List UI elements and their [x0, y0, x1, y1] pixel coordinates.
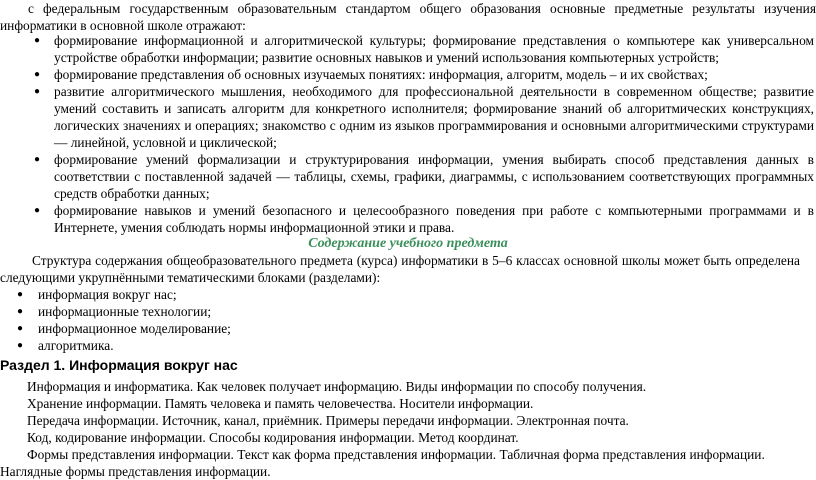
- section-content: [0, 378, 816, 480]
- bullet-icon: ●: [17, 306, 24, 317]
- section-line: Формы представления информации. Текст как форма представления информации. Табличная форма представления информации. Наглядные формы представления информации.: [0, 447, 765, 479]
- list-item: ● формирование умений формализации и структурирования информации, умения выбирать способ представления данных в соответствии с поставленной задачей — таблицы, схемы, графики, диаграммы, с использованием соответствующих программных средств обработки данных;: [34, 152, 814, 201]
- bullet-icon: ●: [34, 86, 41, 97]
- blocks-list: [0, 286, 816, 354]
- bullet-icon: ●: [17, 323, 24, 334]
- list-item: ● формирование представления об основных изучаемых понятиях: информация, алгоритм, модель – и их свойствах;: [34, 67, 708, 82]
- list-item: ● формирование навыков и умений безопасного и целесообразного поведения при работе с компьютерными программами и в Интернете, умения соблюдать нормы информационной этики и права.: [34, 203, 814, 235]
- list-item: ● информация вокруг нас;: [17, 287, 177, 302]
- bullet-icon: ●: [34, 154, 41, 165]
- list-item: ● алгоритмика.: [17, 338, 114, 353]
- content-heading: Содержание учебного предмета: [308, 236, 508, 251]
- list-item: ● формирование информационной и алгоритмической культуры; формирование представления о компьютере как универсальном устройстве обработки информации; развитие основных навыков и умений использования компьютерных устройств;: [34, 33, 814, 65]
- section-line: Хранение информации. Память человека и память человечества. Носители информации.: [27, 396, 534, 411]
- section-line: Передача информации. Источник, канал, приёмник. Примеры передачи информации. Электронная почта.: [27, 413, 629, 428]
- section-line: Код, кодирование информации. Способы кодирования информации. Метод координат.: [27, 430, 519, 445]
- bullet-icon: ●: [34, 69, 41, 80]
- intro-paragraph: с федеральным государственным образовательным стандартом общего образования основные предметные результаты изучения информатики в основной школе отражают:: [0, 1, 816, 33]
- list-item: ● развитие алгоритмического мышления, необходимого для профессиональной деятельности в современном обществе; развитие умений составить и записать алгоритм для конкретного исполнителя; формирование знаний об алгоритмических конструкциях, логических значениях и операциях; знакомство с одним из языков программирования и основными алгоритмическими структурами — линейной, условной и циклической;: [34, 84, 814, 150]
- structure-paragraph: Структура содержания общеобразовательного предмета (курса) информатики в 5–6 классах основной школы может быть определена следующими укрупнёнными тематическими блоками (разделами):: [0, 253, 800, 285]
- list-item: ● информационные технологии;: [17, 304, 212, 319]
- bullet-icon: ●: [34, 35, 41, 46]
- list-item: ● информационное моделирование;: [17, 321, 231, 336]
- bullet-icon: ●: [17, 289, 24, 300]
- results-list: [0, 32, 816, 236]
- section-line: Информация и информатика. Как человек получает информацию. Виды информации по способу получения.: [27, 379, 647, 394]
- section-title: Раздел 1. Информация вокруг нас: [0, 357, 238, 373]
- bullet-icon: ●: [34, 205, 41, 216]
- bullet-icon: ●: [17, 340, 24, 351]
